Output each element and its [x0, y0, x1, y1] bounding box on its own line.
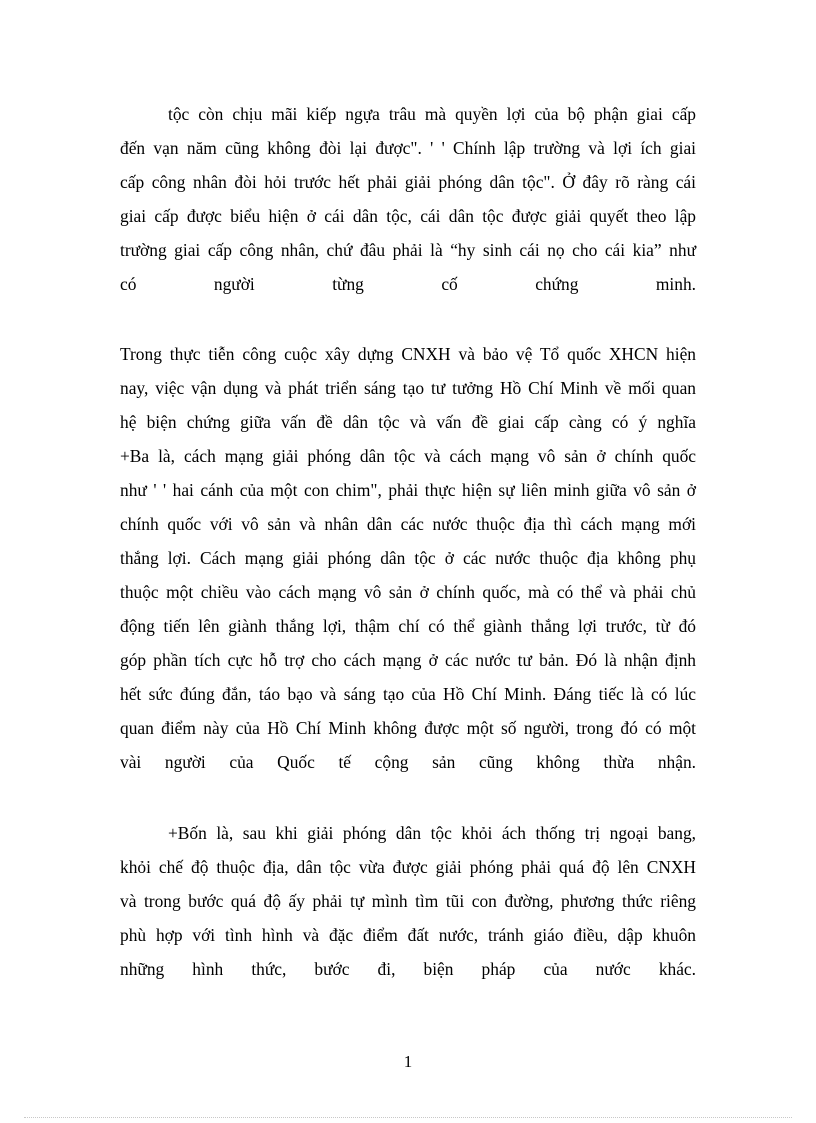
paragraph-line: +Ba là, cách mạng giải phóng dân tộc và cách mạng vô sản ở chính quốc [120, 446, 696, 466]
paragraph-line: chính quốc với vô sản và nhân dân các nước thuộc địa thì cách mạng mới [120, 514, 696, 534]
page-bottom-border [24, 1117, 792, 1118]
paragraph-line: và trong bước quá độ ấy phải tự mình tìm tũi con đường, phương thức riêng [120, 891, 696, 911]
paragraph-line: hết sức đúng đắn, táo bạo và sáng tạo của Hồ Chí Minh. Đáng tiếc là có lúc [120, 684, 696, 704]
paragraph-line: khỏi chế độ thuộc địa, dân tộc vừa được giải phóng phải quá độ lên CNXH [120, 857, 696, 877]
paragraph-3 [120, 816, 696, 986]
paragraph-line: +Bốn là, sau khi giải phóng dân tộc khỏi ách thống trị ngoại bang, [168, 823, 696, 843]
paragraph-line: hệ biện chứng giữa vấn đề dân tộc và vấn đề giai cấp càng có ý nghĩa [120, 412, 696, 432]
paragraph-line: đến vạn năm cũng không đòi lại được". ' ' Chính lập trường và lợi ích giai [120, 138, 696, 158]
paragraph-2 [120, 337, 696, 779]
paragraph-line: động tiến lên giành thắng lợi, thậm chí có thể giành thắng lợi trước, từ đó [120, 616, 696, 636]
paragraph-line: góp phần tích cực hỗ trợ cho cách mạng ở các nước tư bản. Đó là nhận định [120, 650, 696, 670]
paragraph-line: Trong thực tiễn công cuộc xây dựng CNXH và bảo vệ Tổ quốc XHCN hiện [120, 344, 696, 364]
paragraph-line: như ' ' hai cánh của một con chim", phải thực hiện sự liên minh giữa vô sản ở [120, 480, 696, 500]
paragraph-line: phù hợp với tình hình và đặc điểm đất nước, tránh giáo điều, dập khuôn [120, 925, 696, 945]
paragraph-line: nay, việc vận dụng và phát triển sáng tạo tư tưởng Hồ Chí Minh về mối quan [120, 378, 696, 398]
paragraph-line: cấp công nhân đòi hỏi trước hết phải giải phóng dân tộc". Ở đây rõ ràng cái [120, 172, 696, 192]
paragraph-line: giai cấp được biểu hiện ở cái dân tộc, cái dân tộc được giải quyết theo lập [120, 206, 696, 226]
paragraph-line: thuộc một chiều vào cách mạng vô sản ở chính quốc, mà có thể và phải chủ [120, 582, 696, 602]
paragraph-line: tộc còn chịu mãi kiếp ngựa trâu mà quyền lợi của bộ phận giai cấp [168, 104, 696, 124]
paragraph-line: trường giai cấp công nhân, chứ đâu phải là “hy sinh cái nọ cho cái kia” như [120, 240, 696, 260]
paragraph-1 [120, 97, 696, 301]
page-number: 1 [403, 1052, 413, 1071]
paragraph-line: có người từng cố chứng minh. [120, 274, 696, 294]
paragraph-line: những hình thức, bước đi, biện pháp của nước khác. [120, 959, 696, 979]
paragraph-line: quan điểm này của Hồ Chí Minh không được một số người, trong đó có một [120, 718, 696, 738]
paragraph-line: thắng lợi. Cách mạng giải phóng dân tộc ở các nước thuộc địa không phụ [120, 548, 696, 568]
paragraph-line: vài người của Quốc tế cộng sản cũng không thừa nhận. [120, 752, 696, 772]
